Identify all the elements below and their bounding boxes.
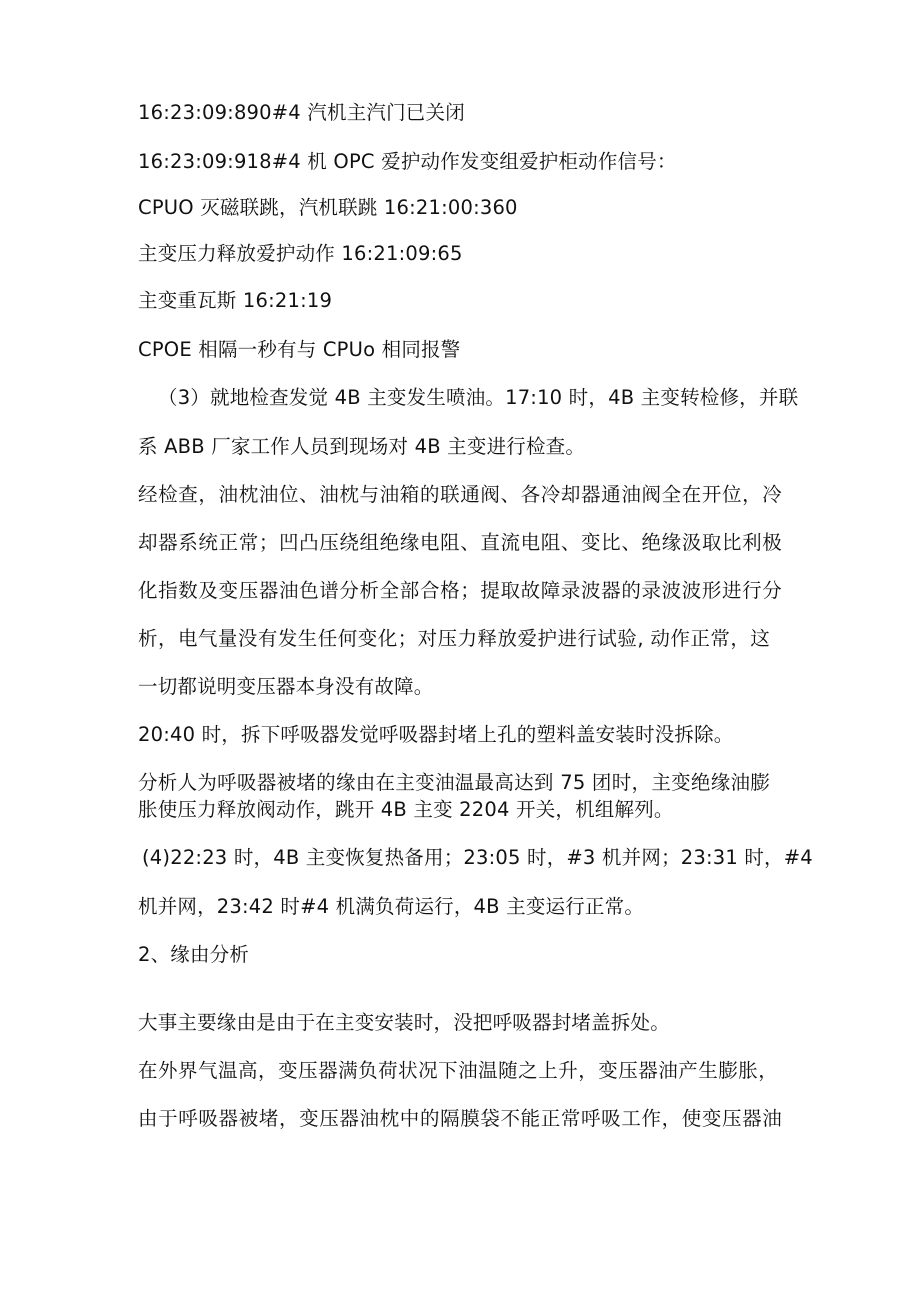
paragraph-4-line-1: (4)22:23 时，4B 主变恢复热备用；23:05 时，#3 机并网；23:31 时，#4 [142, 846, 813, 869]
log-line-heavy-gas: 主变重瓦斯 16:21:19 [138, 289, 333, 312]
inspection-paragraph-line-5: 一切都说明变压器本身没有故障。 [138, 675, 434, 698]
inspection-paragraph-line-2: 却器系统正常；凹凸压绕组绝缘电阻、直流电阻、变比、绝缘汲取比利极 [138, 531, 782, 554]
inspection-paragraph-line-3: 化指数及变压器油色谱分析全部合格；提取故障录波器的录波波形进行分 [138, 579, 782, 602]
inspection-paragraph-line-4: 析，电气量没有发生任何变化；对压力释放爱护进行试验, 动作正常，这 [138, 627, 770, 650]
log-line-pressure-release: 主变压力释放爱护动作 16:21:09:65 [138, 242, 463, 265]
paragraph-4-line-2: 机并网，23:42 时#4 机满负荷运行，4B 主变运行正常。 [138, 895, 645, 918]
log-line-cpoe-alarm: CPOE 相隔一秒有与 CPUo 相同报警 [138, 338, 461, 361]
inspection-paragraph-line-1: 经检查，油枕油位、油枕与油箱的联通阀、各冷却器通油阀全在开位，冷 [138, 483, 782, 506]
log-line-cpuo-trip: CPUO 灭磁联跳，汽机联跳 16:21:00:360 [138, 196, 518, 219]
section-heading-cause-analysis: 2、缘由分析 [138, 943, 250, 966]
analysis-paragraph-line-1: 分析人为呼吸器被堵的缘由在主变油温最高达到 75 团时，主变绝缘油膨 [138, 771, 770, 794]
breather-removal-line: 20:40 时，拆下呼吸器发觉呼吸器封堵上孔的塑料盖安装时没拆除。 [138, 723, 734, 746]
paragraph-3-line-1: （3）就地检查发觉 4B 主变发生喷油。17:10 时，4B 主变转检修，并联 [158, 386, 799, 409]
cause-paragraph-line-2: 由于呼吸器被堵，变压器油枕中的隔膜袋不能正常呼吸工作，使变压器油 [138, 1107, 782, 1130]
log-line-main-steam-valve: 16:23:09:890#4 汽机主汽门已关闭 [138, 101, 465, 124]
paragraph-3-line-2: 系 ABB 厂家工作人员到现场对 4B 主变进行检查。 [138, 435, 586, 458]
analysis-paragraph-line-2: 胀使压力释放阀动作，跳开 4B 主变 2204 开关，机组解列。 [138, 798, 674, 821]
log-line-opc-protection: 16:23:09:918#4 机 OPC 爱护动作发变组爱护柜动作信号： [138, 150, 677, 173]
cause-summary-line: 大事主要缘由是由于在主变安装时，没把呼吸器封堵盖拆处。 [138, 1011, 670, 1034]
cause-paragraph-line-1: 在外界气温高，变压器满负荷状况下油温随之上升，变压器油产生膨胀， [138, 1059, 778, 1082]
